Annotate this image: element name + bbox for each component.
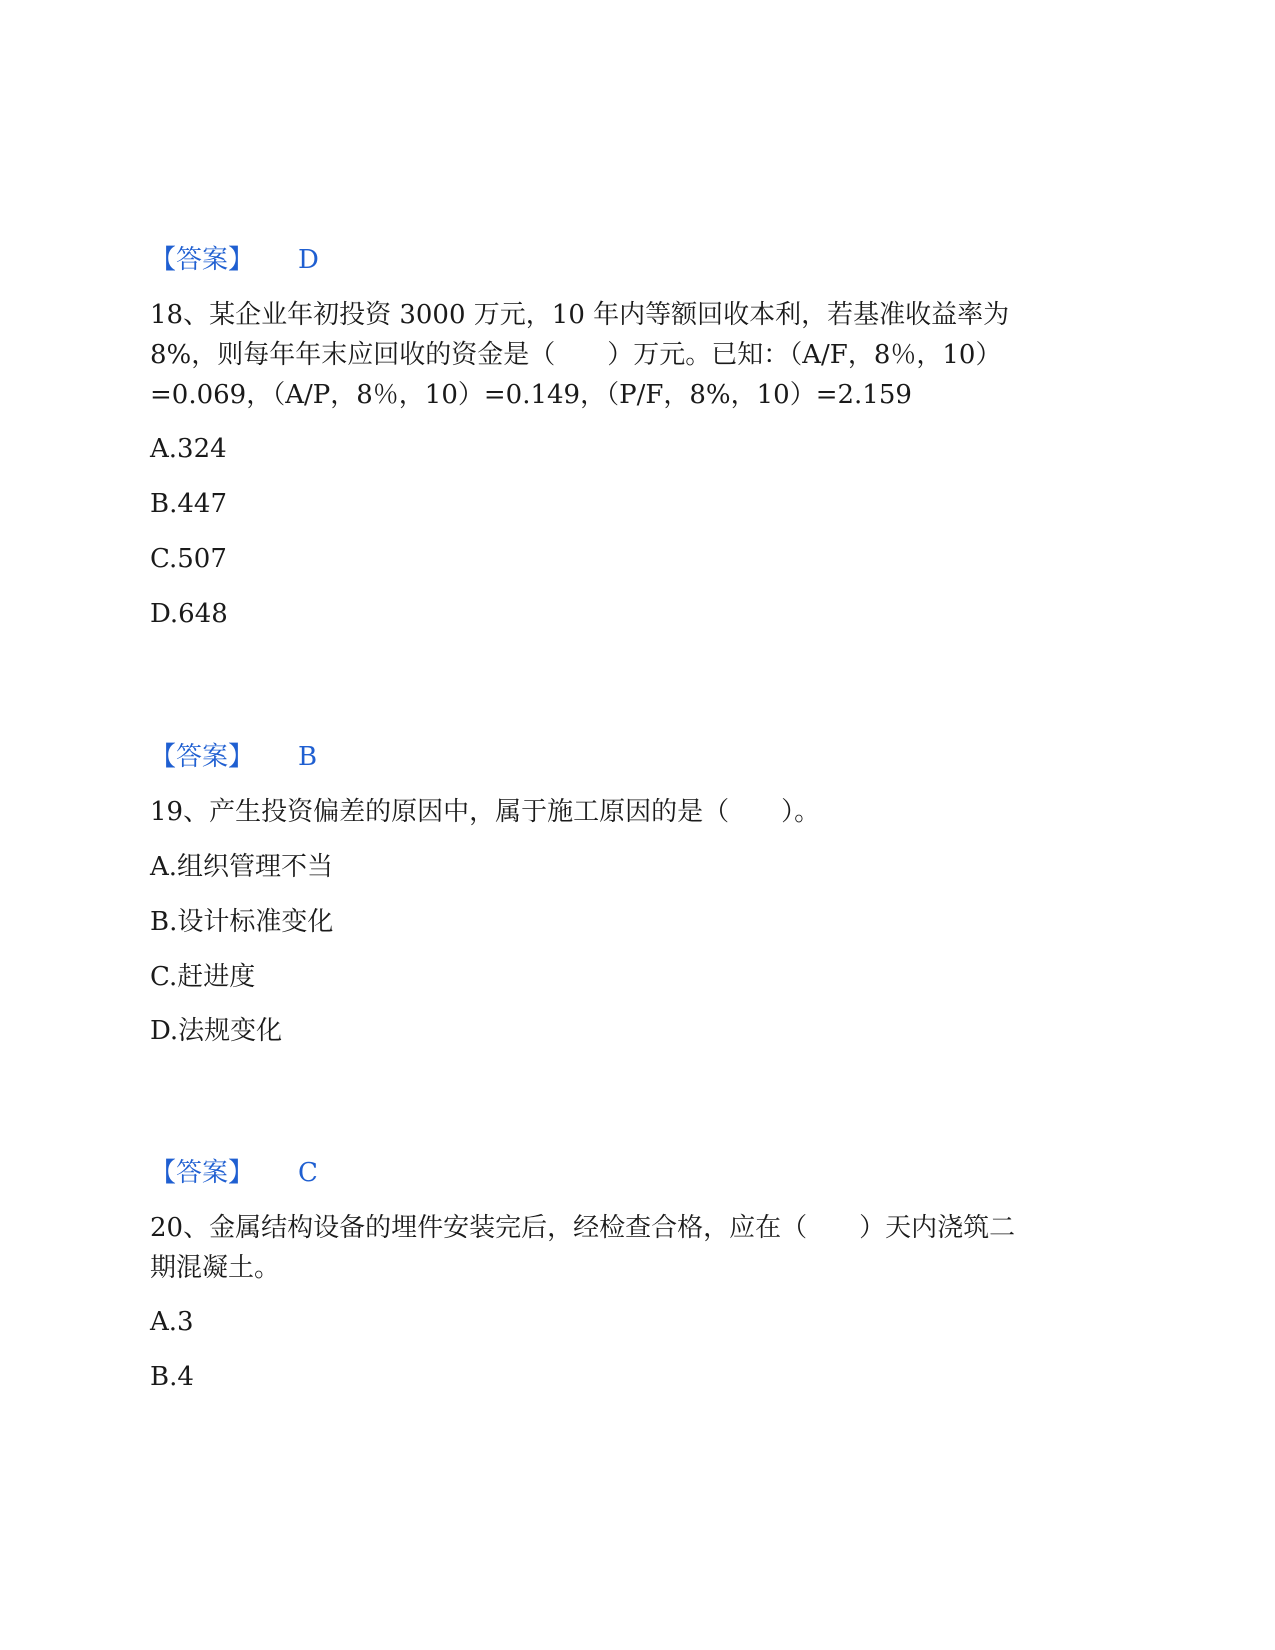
question-20-line-2: 期混凝土。	[150, 1253, 281, 1283]
answer-value: D	[298, 245, 319, 275]
option-d: D.648	[150, 599, 228, 629]
option-b: B.4	[150, 1362, 194, 1392]
answer-label: 【答案】	[150, 742, 255, 772]
option-a: A.324	[150, 434, 227, 464]
option-b: B.设计标准变化	[150, 907, 334, 937]
option-a: A.3	[150, 1307, 194, 1337]
question-18-line-3: =0.069，（A/P，8％，10）=0.149，（P/F，8%，10）=2.159	[150, 380, 912, 410]
option-c: C.赶进度	[150, 962, 256, 992]
question-18-line-2: 8%，则每年年末应回收的资金是（ ）万元。已知：（A/F，8％，10）	[150, 340, 1002, 370]
answer-value: B	[298, 742, 318, 772]
option-b: B.447	[150, 489, 227, 519]
answer-value: C	[298, 1158, 318, 1188]
question-19-line-1: 19、产生投资偏差的原因中，属于施工原因的是（ ）。	[150, 797, 821, 827]
answer-line	[150, 240, 319, 280]
answer-line	[150, 1153, 318, 1193]
answer-label: 【答案】	[150, 245, 255, 275]
option-c: C.507	[150, 544, 227, 574]
question-18-line-1: 18、某企业年初投资 3000 万元，10 年内等额回收本利，若基准收益率为	[150, 300, 1010, 330]
option-d: D.法规变化	[150, 1016, 283, 1046]
answer-label: 【答案】	[150, 1158, 255, 1188]
answer-line	[150, 737, 317, 777]
question-20-line-1: 20、金属结构设备的埋件安装完后，经检查合格，应在（ ）天内浇筑二	[150, 1213, 1016, 1243]
option-a: A.组织管理不当	[150, 852, 334, 882]
